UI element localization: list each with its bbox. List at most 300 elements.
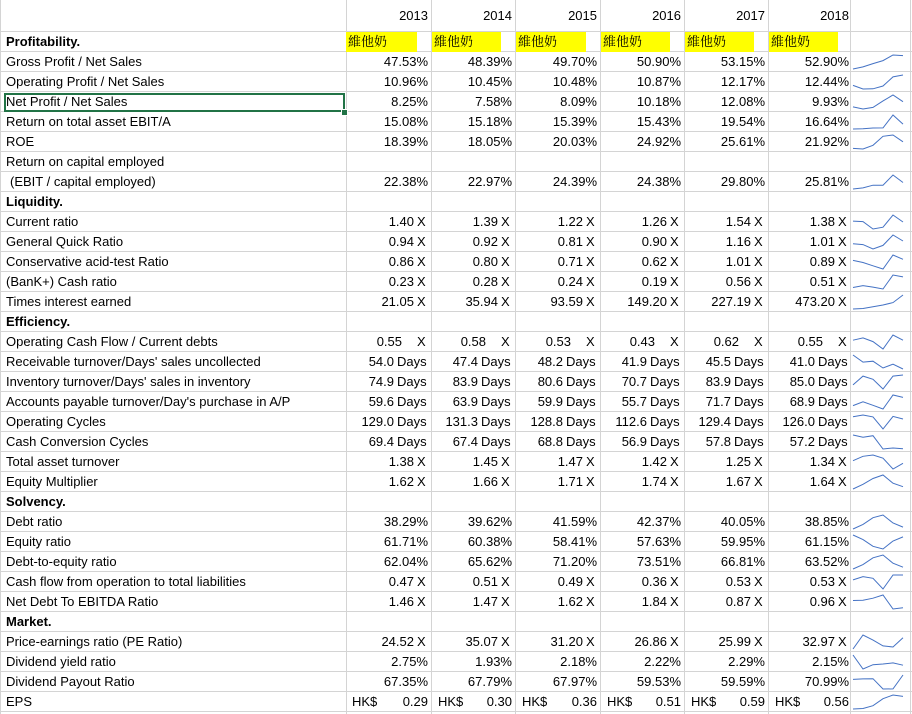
metric-value-cell[interactable]: 10.45% [467, 74, 512, 89]
metric-value-cell[interactable]: 1.39 [472, 214, 498, 229]
metric-value-cell[interactable]: 35.94 [465, 294, 498, 309]
metric-value-cell[interactable]: 60.38% [467, 534, 512, 549]
metric-value-cell[interactable]: 52.90% [804, 54, 849, 69]
unit-suffix: X [586, 234, 595, 249]
metric-row [0, 332, 912, 352]
metric-value-cell[interactable]: 0.47 [388, 574, 414, 589]
metric-value-cell[interactable]: 0.86 [388, 254, 414, 269]
metric-value-cell[interactable]: 62.04% [383, 554, 428, 569]
metric-value-cell[interactable]: 7.58% [475, 94, 512, 109]
metric-value-cell[interactable]: 74.9 [368, 374, 394, 389]
metric-value-cell[interactable]: 0.81 [557, 234, 583, 249]
year-header-cell[interactable]: 2018 [820, 8, 849, 23]
metric-value-cell[interactable]: 22.97% [467, 174, 512, 189]
metric-value-cell[interactable]: 0.92 [472, 234, 498, 249]
metric-value-cell[interactable]: 48.39% [467, 54, 512, 69]
metric-row [0, 672, 912, 692]
metric-value-cell[interactable]: 0.36 [641, 574, 667, 589]
unit-suffix: X [670, 594, 679, 609]
sparkline [850, 452, 906, 472]
metric-value-cell[interactable]: 8.25% [391, 94, 428, 109]
metric-value-cell[interactable]: 47.53% [383, 54, 428, 69]
metric-value-cell[interactable]: 16.64% [804, 114, 849, 129]
sparkline-path [853, 635, 903, 649]
metric-value-cell[interactable]: 24.52 [381, 634, 414, 649]
metric-value-cell[interactable]: 59.59% [720, 674, 765, 689]
metric-row [0, 432, 912, 452]
metric-label[interactable]: Receivable turnover/Days' sales uncollected [6, 354, 261, 369]
metric-value-cell[interactable]: 8.09% [560, 94, 597, 109]
metric-value-cell[interactable]: 69.4 [368, 434, 394, 449]
metric-label[interactable]: Equity Multiplier [6, 474, 98, 489]
metric-value-cell[interactable]: 0.80 [472, 254, 498, 269]
metric-value-cell[interactable]: 1.25 [725, 454, 751, 469]
metric-value-cell[interactable]: 18.05% [467, 134, 512, 149]
ticker-label: 維他奶 [687, 34, 727, 49]
unit-suffix: Days [397, 354, 427, 369]
metric-value-cell[interactable]: 15.43% [636, 114, 681, 129]
metric-value-cell[interactable]: 0.96 [809, 594, 835, 609]
metric-value-cell[interactable]: 2.29% [728, 654, 765, 669]
metric-value-cell[interactable]: 29.80% [720, 174, 765, 189]
metric-value-cell[interactable]: 126.0 [782, 414, 815, 429]
unit-suffix: X [754, 474, 763, 489]
unit-suffix: X [670, 274, 679, 289]
unit-suffix: Days [734, 354, 764, 369]
metric-label[interactable]: Gross Profit / Net Sales [6, 54, 142, 69]
unit-suffix: X [670, 234, 679, 249]
ticker-label: 維他奶 [771, 34, 811, 49]
metric-value-cell[interactable]: 41.0 [789, 354, 815, 369]
metric-label[interactable]: Dividend Payout Ratio [6, 674, 135, 689]
unit-suffix: Days [397, 374, 427, 389]
unit-suffix: X [670, 634, 679, 649]
metric-value-cell[interactable]: 66.81% [720, 554, 765, 569]
unit-suffix: Days [566, 414, 596, 429]
metric-value-cell[interactable]: 0.71 [557, 254, 583, 269]
metric-value-cell[interactable]: 21.92% [804, 134, 849, 149]
unit-suffix: X [754, 634, 763, 649]
sparkline-path [853, 215, 903, 229]
metric-value-cell[interactable]: 26.86 [634, 634, 667, 649]
metric-value-cell[interactable]: 129.4 [698, 414, 731, 429]
metric-value-cell[interactable]: 61.71% [383, 534, 428, 549]
metric-row [0, 252, 912, 272]
metric-label[interactable]: General Quick Ratio [6, 234, 124, 249]
metric-label[interactable]: EPS [6, 694, 33, 709]
metric-label[interactable]: (BanK+) Cash ratio [6, 274, 117, 289]
metric-value-cell[interactable]: 40.05% [720, 514, 765, 529]
sparkline [850, 672, 906, 692]
metric-value-cell[interactable]: 0.55 [376, 334, 402, 349]
metric-value-cell[interactable]: 55.7 [621, 394, 647, 409]
metric-value-cell[interactable]: 57.8 [705, 434, 731, 449]
metric-value-cell[interactable]: 0.90 [641, 234, 667, 249]
metric-value-cell[interactable]: 59.6 [368, 394, 394, 409]
metric-value-cell[interactable]: 48.2 [537, 354, 563, 369]
ticker-cell[interactable] [432, 32, 501, 52]
metric-value-cell[interactable]: 59.95% [720, 534, 765, 549]
metric-value-cell[interactable]: 0.89 [809, 254, 835, 269]
metric-value-cell[interactable]: 83.9 [452, 374, 478, 389]
metric-value-cell[interactable]: 131.3 [445, 414, 478, 429]
metric-value-cell[interactable]: 58.41% [552, 534, 597, 549]
metric-value-cell[interactable]: 25.61% [720, 134, 765, 149]
metric-label[interactable]: Equity ratio [6, 534, 72, 549]
metric-value-cell[interactable]: 1.01 [725, 254, 751, 269]
unit-suffix: X [501, 254, 510, 269]
metric-value-cell[interactable]: 1.26 [641, 214, 667, 229]
metric-label[interactable]: Times interest earned [6, 294, 132, 309]
metric-label[interactable]: Accounts payable turnover/Day's purchase in A/P [6, 394, 291, 409]
metric-value-cell[interactable]: 128.8 [530, 414, 563, 429]
metric-value-cell[interactable]: 67.79% [467, 674, 512, 689]
section-title[interactable]: Profitability. [6, 34, 81, 49]
sparkline-path [853, 135, 903, 149]
metric-value-cell[interactable]: 0.59 [739, 694, 765, 709]
unit-suffix: X [586, 454, 595, 469]
unit-suffix: X [838, 334, 847, 349]
metric-value-cell[interactable]: 85.0 [789, 374, 815, 389]
metric-value-cell[interactable]: 57.2 [789, 434, 815, 449]
metric-value-cell[interactable]: 57.63% [636, 534, 681, 549]
metric-value-cell[interactable]: 0.55 [797, 334, 823, 349]
unit-suffix: Days [818, 414, 848, 429]
metric-label[interactable]: Price-earnings ratio (PE Ratio) [6, 634, 183, 649]
metric-value-cell[interactable]: 0.51 [809, 274, 835, 289]
metric-value-cell[interactable]: 0.53 [809, 574, 835, 589]
unit-suffix: X [501, 634, 510, 649]
unit-suffix: Days [566, 354, 596, 369]
metric-value-cell[interactable]: 10.87% [636, 74, 681, 89]
unit-suffix: X [586, 574, 595, 589]
unit-suffix: X [586, 474, 595, 489]
metric-value-cell[interactable]: 149.20 [627, 294, 667, 309]
metric-value-cell[interactable]: 473.20 [795, 294, 835, 309]
metric-value-cell[interactable]: 0.19 [641, 274, 667, 289]
metric-value-cell[interactable]: 0.94 [388, 234, 414, 249]
metric-value-cell[interactable]: 1.71 [557, 474, 583, 489]
metric-value-cell[interactable]: 68.9 [789, 394, 815, 409]
unit-suffix: X [501, 274, 510, 289]
metric-value-cell[interactable]: 49.70% [552, 54, 597, 69]
metric-value-cell[interactable]: 50.90% [636, 54, 681, 69]
metric-value-cell[interactable]: 0.28 [472, 274, 498, 289]
metric-value-cell[interactable]: 0.36 [571, 694, 597, 709]
metric-value-cell[interactable]: 71.20% [552, 554, 597, 569]
metric-value-cell[interactable]: 70.7 [621, 374, 647, 389]
unit-suffix: X [838, 634, 847, 649]
metric-value-cell[interactable]: 19.54% [720, 114, 765, 129]
metric-value-cell[interactable]: 10.18% [636, 94, 681, 109]
metric-value-cell[interactable]: 18.39% [383, 134, 428, 149]
metric-value-cell[interactable]: 0.49 [557, 574, 583, 589]
metric-value-cell[interactable]: 0.29 [402, 694, 428, 709]
ticker-label: 維他奶 [348, 34, 388, 49]
metric-value-cell[interactable]: 1.45 [472, 454, 498, 469]
metric-value-cell[interactable]: 45.5 [705, 354, 731, 369]
metric-value-cell[interactable]: 1.47 [557, 454, 583, 469]
unit-suffix: Days [481, 414, 511, 429]
metric-row [0, 472, 912, 492]
metric-value-cell[interactable]: 0.51 [655, 694, 681, 709]
metric-value-cell[interactable]: 80.6 [537, 374, 563, 389]
metric-value-cell[interactable]: 41.59% [552, 514, 597, 529]
metric-value-cell[interactable]: 1.42 [641, 454, 667, 469]
sparkline [850, 692, 906, 712]
metric-value-cell[interactable]: 1.93% [475, 654, 512, 669]
currency-label: HK$ [607, 694, 633, 709]
ticker-cell[interactable] [685, 32, 754, 52]
metric-label[interactable]: Debt-to-equity ratio [6, 554, 117, 569]
year-header-cell[interactable]: 2016 [652, 8, 681, 23]
sparkline [850, 72, 906, 92]
metric-value-cell[interactable]: 67.35% [383, 674, 428, 689]
cell-selection[interactable] [4, 93, 345, 112]
unit-suffix: X [586, 274, 595, 289]
sparkline-path [853, 255, 903, 269]
metric-label[interactable]: Conservative acid-test Ratio [6, 254, 169, 269]
metric-label[interactable]: Operating Cycles [6, 414, 106, 429]
metric-value-cell[interactable]: 2.75% [391, 654, 428, 669]
metric-value-cell[interactable]: 73.51% [636, 554, 681, 569]
sparkline [850, 92, 906, 112]
section-header-row [0, 32, 912, 52]
metric-value-cell[interactable]: 41.9 [621, 354, 647, 369]
sparkline-path [853, 595, 903, 609]
metric-row [0, 152, 912, 172]
metric-value-cell[interactable]: 59.9 [537, 394, 563, 409]
metric-value-cell[interactable]: 63.9 [452, 394, 478, 409]
metric-value-cell[interactable]: 129.0 [361, 414, 394, 429]
unit-suffix: X [670, 454, 679, 469]
year-header-cell[interactable]: 2017 [736, 8, 765, 23]
metric-label[interactable]: Return on capital employed [6, 154, 165, 169]
metric-value-cell[interactable]: 65.62% [467, 554, 512, 569]
unit-suffix: X [586, 634, 595, 649]
metric-label[interactable]: Debt ratio [6, 514, 63, 529]
metric-value-cell[interactable]: 15.08% [383, 114, 428, 129]
metric-value-cell[interactable]: 1.67 [725, 474, 751, 489]
unit-suffix: X [670, 294, 679, 309]
metric-value-cell[interactable]: 31.20 [550, 634, 583, 649]
metric-value-cell[interactable]: 1.62 [388, 474, 414, 489]
unit-suffix: X [417, 454, 426, 469]
metric-value-cell[interactable]: 10.48% [552, 74, 597, 89]
metric-value-cell[interactable]: 1.38 [809, 214, 835, 229]
metric-label[interactable]: (EBIT / capital employed) [10, 174, 156, 189]
metric-value-cell[interactable]: 9.93% [812, 94, 849, 109]
sparkline [850, 112, 906, 132]
metric-value-cell[interactable]: 15.18% [467, 114, 512, 129]
sparkline-path [853, 115, 903, 129]
sparkline [850, 552, 906, 572]
metric-value-cell[interactable]: 1.40 [388, 214, 414, 229]
sparkline-path [853, 515, 903, 529]
ticker-cell[interactable] [601, 32, 670, 52]
unit-suffix: Days [734, 374, 764, 389]
metric-value-cell[interactable]: 1.54 [725, 214, 751, 229]
metric-row [0, 412, 912, 432]
metric-value-cell[interactable]: 47.4 [452, 354, 478, 369]
year-header-cell[interactable]: 2013 [399, 8, 428, 23]
unit-suffix: X [838, 474, 847, 489]
metric-value-cell[interactable]: 20.03% [552, 134, 597, 149]
metric-value-cell[interactable]: 112.6 [615, 414, 647, 429]
metric-label[interactable]: Cash Conversion Cycles [6, 434, 149, 449]
metric-value-cell[interactable]: 1.22 [557, 214, 583, 229]
metric-value-cell[interactable]: 1.84 [641, 594, 667, 609]
unit-suffix: X [586, 214, 595, 229]
metric-value-cell[interactable]: 83.9 [705, 374, 731, 389]
metric-label[interactable]: Cash flow from operation to total liabilities [6, 574, 246, 589]
metric-value-cell[interactable]: 0.62 [713, 334, 739, 349]
metric-label[interactable]: Net Debt To EBITDA Ratio [6, 594, 159, 609]
metric-row [0, 352, 912, 372]
metric-value-cell[interactable]: 1.01 [809, 234, 835, 249]
metric-value-cell[interactable]: 38.29% [383, 514, 428, 529]
unit-suffix: X [838, 214, 847, 229]
metric-value-cell[interactable]: 24.92% [636, 134, 681, 149]
metric-label[interactable]: Operating Profit / Net Sales [6, 74, 165, 89]
metric-value-cell[interactable]: 0.23 [388, 274, 414, 289]
unit-suffix: X [838, 234, 847, 249]
metric-value-cell[interactable]: 21.05 [381, 294, 414, 309]
metric-label[interactable]: Current ratio [6, 214, 79, 229]
metric-value-cell[interactable]: 12.08% [720, 94, 765, 109]
metric-label[interactable]: ROE [6, 134, 35, 149]
metric-label[interactable]: Return on total asset EBIT/A [6, 114, 171, 129]
ticker-cell[interactable] [769, 32, 838, 52]
unit-suffix: Days [650, 354, 680, 369]
unit-suffix: X [670, 254, 679, 269]
metric-value-cell[interactable]: 1.16 [725, 234, 751, 249]
sparkline-path [853, 575, 903, 589]
metric-value-cell[interactable]: 1.66 [472, 474, 498, 489]
metric-value-cell[interactable]: 67.97% [552, 674, 597, 689]
metric-value-cell[interactable]: 0.30 [486, 694, 512, 709]
sparkline-path [853, 655, 903, 669]
metric-value-cell[interactable]: 1.46 [388, 594, 414, 609]
unit-suffix: X [417, 474, 426, 489]
metric-value-cell[interactable]: 42.37% [636, 514, 681, 529]
sparkline-path [853, 175, 903, 189]
metric-value-cell[interactable]: 12.44% [804, 74, 849, 89]
metric-value-cell[interactable]: 0.53 [725, 574, 751, 589]
sparkline [850, 412, 906, 432]
metric-value-cell[interactable]: 25.99 [718, 634, 751, 649]
metric-value-cell[interactable]: 56.9 [621, 434, 647, 449]
unit-suffix: X [417, 594, 426, 609]
metric-value-cell[interactable]: 93.59 [550, 294, 583, 309]
metric-value-cell[interactable]: 0.24 [557, 274, 583, 289]
fill-handle[interactable] [341, 109, 348, 116]
sparkline [850, 392, 906, 412]
metric-value-cell[interactable]: 0.56 [725, 274, 751, 289]
metric-value-cell[interactable]: 63.52% [804, 554, 849, 569]
metric-row [0, 112, 912, 132]
metric-value-cell[interactable]: 1.64 [809, 474, 835, 489]
metric-value-cell[interactable]: 38.85% [804, 514, 849, 529]
unit-suffix: Days [818, 354, 848, 369]
metric-value-cell[interactable]: 2.22% [644, 654, 681, 669]
section-title[interactable]: Efficiency. [6, 314, 71, 329]
metric-value-cell[interactable]: 10.96% [383, 74, 428, 89]
sparkline [850, 252, 906, 272]
metric-value-cell[interactable]: 1.34 [809, 454, 835, 469]
metric-label[interactable]: Net Profit / Net Sales [6, 94, 128, 109]
metric-value-cell[interactable]: 59.53% [636, 674, 681, 689]
unit-suffix: Days [481, 354, 511, 369]
unit-suffix: X [586, 294, 595, 309]
metric-value-cell[interactable]: 1.47 [472, 594, 498, 609]
metric-value-cell[interactable]: 61.15% [804, 534, 849, 549]
metric-value-cell[interactable]: 25.81% [804, 174, 849, 189]
metric-value-cell[interactable]: 1.38 [388, 454, 414, 469]
year-header-cell[interactable]: 2014 [483, 8, 512, 23]
sparkline [850, 592, 906, 612]
metric-label[interactable]: Dividend yield ratio [6, 654, 116, 669]
sparkline [850, 472, 906, 492]
metric-value-cell[interactable]: 0.56 [823, 694, 849, 709]
metric-value-cell[interactable]: 32.97 [802, 634, 835, 649]
metric-value-cell[interactable]: 1.74 [641, 474, 667, 489]
metric-value-cell[interactable]: 71.7 [705, 394, 731, 409]
metric-value-cell[interactable]: 12.17% [720, 74, 765, 89]
metric-value-cell[interactable]: 22.38% [383, 174, 428, 189]
section-title[interactable]: Liquidity. [6, 194, 63, 209]
metric-value-cell[interactable]: 2.18% [560, 654, 597, 669]
metric-value-cell[interactable]: 2.15% [812, 654, 849, 669]
metric-value-cell[interactable]: 0.51 [472, 574, 498, 589]
metric-value-cell[interactable]: 39.62% [467, 514, 512, 529]
metric-row [0, 212, 912, 232]
metric-value-cell[interactable]: 53.15% [720, 54, 765, 69]
sparkline [850, 572, 906, 592]
ticker-cell[interactable] [346, 32, 417, 52]
metric-value-cell[interactable]: 67.4 [452, 434, 478, 449]
unit-suffix: X [838, 254, 847, 269]
metric-row [0, 172, 912, 192]
metric-value-cell[interactable]: 70.99% [804, 674, 849, 689]
unit-suffix: Days [566, 434, 596, 449]
ticker-cell[interactable] [516, 32, 586, 52]
year-header-cell[interactable]: 2015 [568, 8, 597, 23]
unit-suffix: Days [481, 374, 511, 389]
unit-suffix: Days [650, 414, 680, 429]
unit-suffix: X [417, 294, 426, 309]
unit-suffix: Days [650, 374, 680, 389]
metric-value-cell[interactable]: 54.0 [368, 354, 394, 369]
metric-value-cell[interactable]: 24.39% [552, 174, 597, 189]
metric-label[interactable]: Total asset turnover [6, 454, 120, 469]
section-title[interactable]: Market. [6, 614, 52, 629]
metric-value-cell[interactable]: 68.8 [537, 434, 563, 449]
metric-value-cell[interactable]: 0.62 [641, 254, 667, 269]
metric-value-cell[interactable]: 0.53 [545, 334, 571, 349]
metric-value-cell[interactable]: 15.39% [552, 114, 597, 129]
metric-value-cell[interactable]: 1.62 [557, 594, 583, 609]
metric-label[interactable]: Inventory turnover/Days' sales in inventory [6, 374, 251, 389]
metric-value-cell[interactable]: 24.38% [636, 174, 681, 189]
metric-value-cell[interactable]: 35.07 [465, 634, 498, 649]
metric-value-cell[interactable]: 227.19 [711, 294, 751, 309]
section-title[interactable]: Solvency. [6, 494, 66, 509]
metric-value-cell[interactable]: 0.58 [460, 334, 486, 349]
metric-value-cell[interactable]: 0.87 [725, 594, 751, 609]
metric-value-cell[interactable]: 0.43 [629, 334, 655, 349]
metric-label[interactable]: Operating Cash Flow / Current debts [6, 334, 218, 349]
